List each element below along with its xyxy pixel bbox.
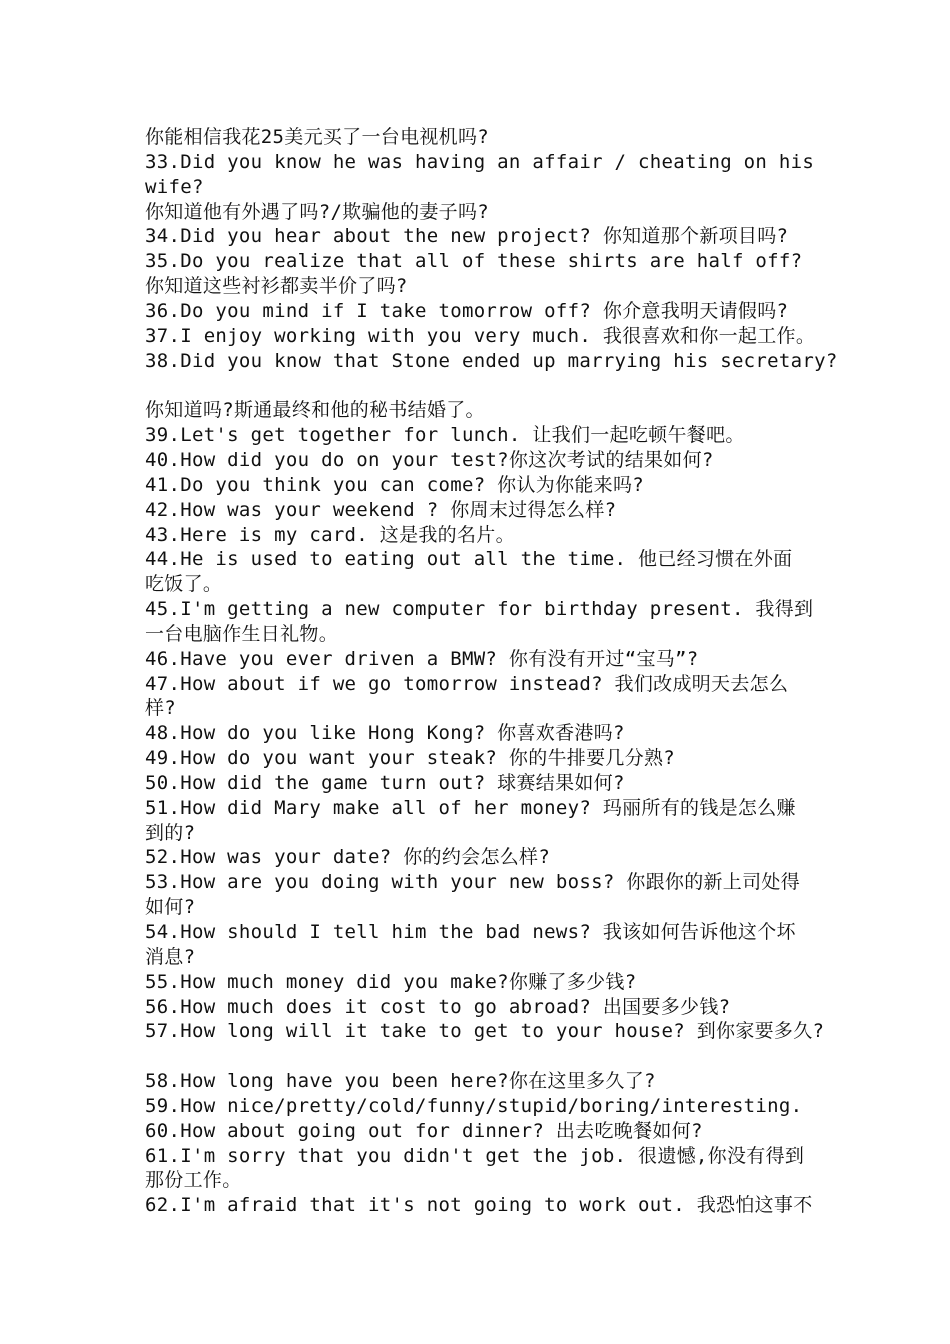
text-line: 44.He is used to eating out all the time. 他已经习惯在外面 bbox=[145, 548, 793, 571]
document-page bbox=[145, 125, 838, 1218]
text-line: 39.Let's get together for lunch. 让我们一起吃顿午餐吧。 bbox=[145, 424, 745, 447]
text-line: 你知道吗?斯通最终和他的秘书结婚了。 bbox=[145, 399, 485, 422]
text-line: 50.How did the game turn out? 球赛结果如何? bbox=[145, 771, 625, 794]
text-line: 41.Do you think you can come? 你认为你能来吗? bbox=[145, 473, 645, 496]
text-line: 46.Have you ever driven a BMW? 你有没有开过“宝马”? bbox=[145, 647, 699, 670]
text-line: 35.Do you realize that all of these shirts are half off? bbox=[145, 250, 803, 273]
text-line: 吃饭了。 bbox=[145, 573, 223, 596]
blank-line bbox=[145, 373, 825, 398]
text-line: 58.How long have you been here?你在这里多久了? bbox=[145, 1070, 656, 1093]
text-line: 54.How should I tell him the bad news? 我该如何告诉他这个坏 bbox=[145, 921, 796, 943]
text-line: 34.Did you hear about the new project? 你知道那个新项目吗? bbox=[145, 225, 789, 248]
text-line: 43.Here is my card. 这是我的名片。 bbox=[145, 523, 515, 546]
text-line: 33.Did you know he was having an affair / cheating on his bbox=[145, 150, 815, 173]
text-line: 51.How did Mary make all of her money? 玛丽所有的钱是怎么赚 bbox=[145, 796, 796, 819]
text-line: 如何? bbox=[145, 896, 196, 919]
text-line: 61.I'm sorry that you didn't get the job. 很遗憾,你没有得到 bbox=[145, 1144, 805, 1167]
text-line: 到的? bbox=[145, 821, 196, 844]
text-line: 52.How was your date? 你的约会怎么样? bbox=[145, 846, 551, 869]
text-line: 36.Do you mind if I take tomorrow off? 你介意我明天请假吗? bbox=[145, 299, 789, 322]
text-line: 47.How about if we go tomorrow instead? 我们改成明天去怎么 bbox=[145, 672, 789, 695]
text-line: 56.How much does it cost to go abroad? 出国要多少钱? bbox=[145, 995, 731, 1018]
text-line: 消息? bbox=[145, 945, 196, 968]
text-line: 55.How much money did you make?你赚了多少钱? bbox=[145, 970, 637, 993]
text-line: 62.I'm afraid that it's not going to work out. 我恐怕这事不 bbox=[145, 1194, 813, 1217]
text-line: 那份工作。 bbox=[145, 1169, 242, 1192]
text-line: 你知道他有外遇了吗?/欺骗他的妻子吗? bbox=[145, 200, 490, 223]
text-line: 你能相信我花25美元买了一台电视机吗? bbox=[145, 126, 490, 148]
text-line: 你知道这些衬衫都卖半价了吗? bbox=[145, 275, 408, 298]
text-line: 53.How are you doing with your new boss? 你跟你的新上司处得 bbox=[145, 871, 800, 894]
text-line: 57.How long will it take to get to your house? 到你家要多久? bbox=[145, 1020, 825, 1043]
text-line: 42.How was your weekend ? 你周末过得怎么样? bbox=[145, 498, 617, 521]
text-line: 60.How about going out for dinner? 出去吃晚餐如何? bbox=[145, 1119, 703, 1142]
text-line: 37.I enjoy working with you very much. 我很喜欢和你一起工作。 bbox=[145, 324, 816, 347]
text-line: 59.How nice/pretty/cold/funny/stupid/boring/interesting. bbox=[145, 1094, 803, 1117]
text-line: 38.Did you know that Stone ended up marrying his secretary? bbox=[145, 349, 838, 372]
text-line: 一台电脑作生日礼物。 bbox=[145, 622, 339, 645]
blank-line bbox=[145, 1044, 825, 1069]
text-line: 49.How do you want your steak? 你的牛排要几分熟? bbox=[145, 747, 676, 770]
text-line: 40.How did you do on your test?你这次考试的结果如何? bbox=[145, 448, 714, 471]
text-line: 45.I'm getting a new computer for birthday present. 我得到 bbox=[145, 598, 814, 621]
text-line: 样? bbox=[145, 697, 177, 720]
text-line: 48.How do you like Hong Kong? 你喜欢香港吗? bbox=[145, 722, 625, 745]
text-line: wife? bbox=[145, 175, 204, 198]
